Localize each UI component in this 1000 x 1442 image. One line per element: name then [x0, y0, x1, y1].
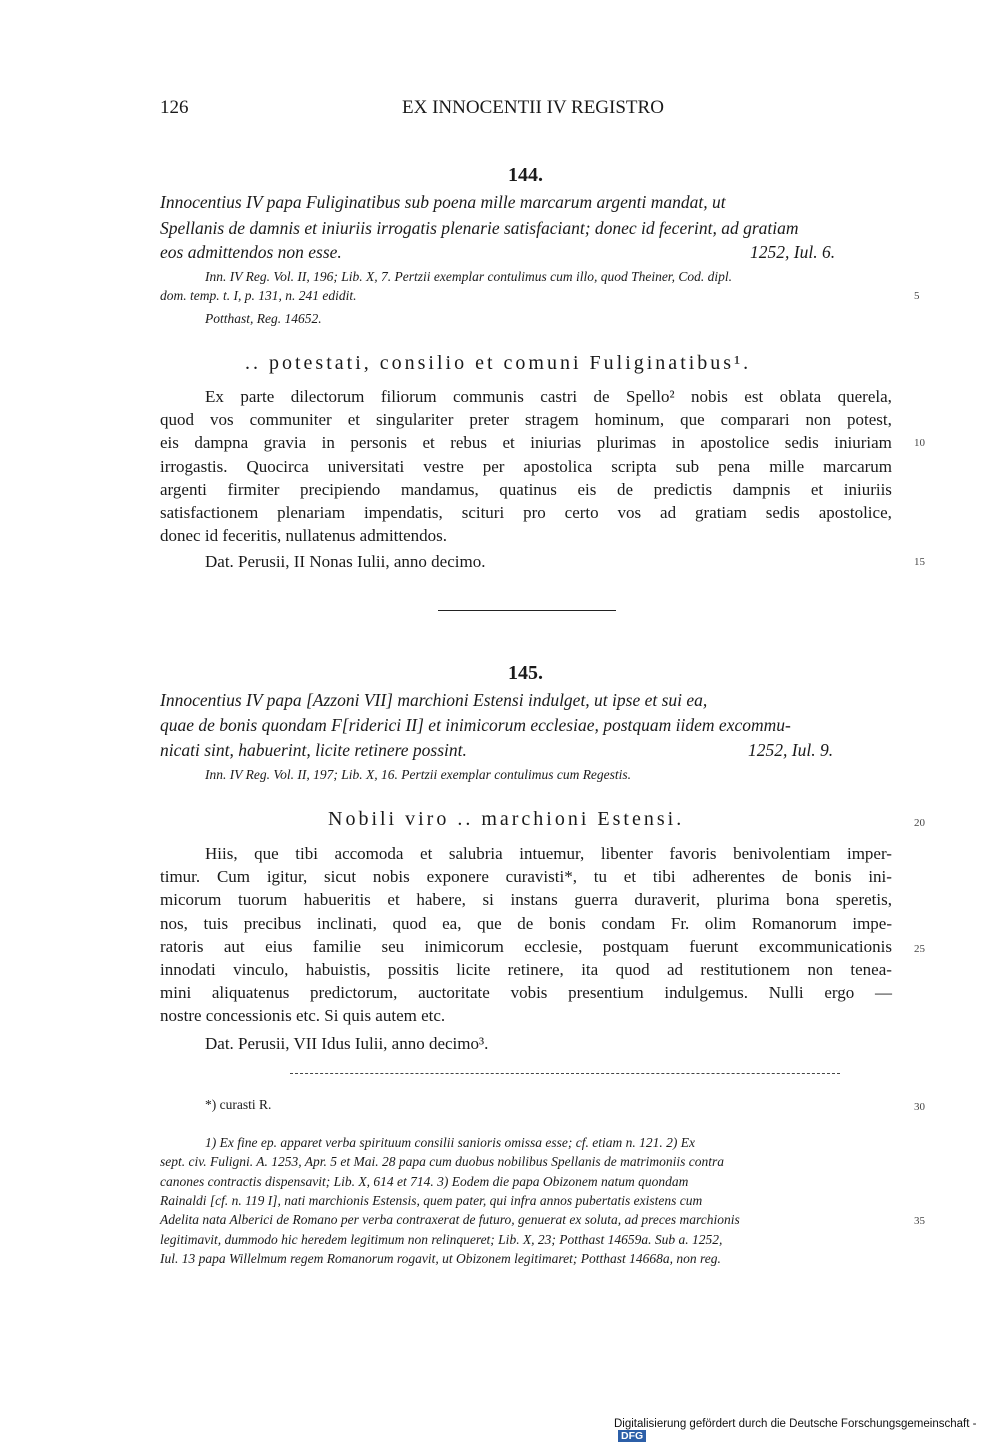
footnote-line-3: canones contractis dispensavit; Lib. X, 614 et 714. 3) Eodem die papa Obizonem natum quondam [160, 1174, 689, 1189]
doc-144-regest-line-1: Innocentius IV papa Fuliginatibus sub poena mille marcarum argenti mandat, ut [160, 192, 726, 212]
text-line: innodati vinculo, habuistis, possitis licite retinere, ita quod ad restitutionem non tenea- [160, 960, 892, 980]
digitization-credit [614, 1418, 1000, 1442]
doc-145-text [160, 842, 892, 1028]
doc-144-number: 144. [508, 164, 543, 186]
line-number: 35 [914, 1215, 925, 1227]
section-divider [438, 610, 616, 611]
doc-144-regest-line-2: Spellanis de damnis et iniuriis irrogatis plenarie satisfaciant; donec id fecerint, ad gratiam [160, 218, 799, 238]
footnote-line-6: legitimavit, dummodo hic heredem legitimum non relinqueret; Lib. X, 23; Potthast 14659a. Sub a. 1252, [160, 1232, 723, 1247]
doc-145-regest-line-2: quae de bonis quondam F[riderici II] et inimicorum ecclesiae, postquam iidem excommu- [160, 715, 791, 735]
doc-144-ref-line-1: Inn. IV Reg. Vol. II, 196; Lib. X, 7. Pertzii exemplar contulimus cum illo, quod Theiner, Cod. dipl. [205, 269, 732, 284]
text-line: micorum tuorum habueritis et habere, si instans guerra duraverit, plurima bona speretis, [160, 890, 892, 910]
doc-144-ref-line-2: dom. temp. t. I, p. 131, n. 241 edidit. [160, 288, 357, 303]
doc-145-address: Nobili viro .. marchioni Estensi. [328, 808, 685, 830]
doc-144-potthast: Potthast, Reg. 14652. [205, 311, 322, 326]
doc-145-regest-line-3: nicati sint, habuerint, licite retinere possint. [160, 740, 467, 760]
text-line: nos, tuis precibus inclinati, quod ea, que de bonis condam Fr. olim Romanorum impe- [160, 913, 892, 933]
footnote-line-4: Rainaldi [cf. n. 119 I], nati marchionis Estensis, quem pater, qui infra annos pubertatis existens cum [160, 1193, 703, 1208]
doc-145-number: 145. [508, 662, 543, 684]
doc-145-regest-line-1: Innocentius IV papa [Azzoni VII] marchioni Estensi indulget, ut ipse et sui ea, [160, 690, 708, 710]
text-line: satisfactionem plenariam impendatis, scituri pro certo vos ad gratiam sedis apostolice, [160, 503, 892, 523]
text-line: quod vos communiter et singulariter preter stragem hominum, que comparari non potest, [160, 410, 892, 430]
footnote-line-2: sept. civ. Fuligni. A. 1253, Apr. 5 et Mai. 28 papa cum duobus nobilibus Spellanis de matrimoniis contra [160, 1154, 724, 1169]
line-number: 20 [914, 817, 925, 829]
running-title: EX INNOCENTII IV REGISTRO [402, 97, 664, 118]
text-line: eis dampna gravia in personis et rebus et iniurias plurimas in apostolice sedis iniuriam [160, 433, 892, 453]
credit-text: Digitalisierung gefördert durch die Deutsche Forschungsgemeinschaft - [614, 1418, 977, 1430]
line-number: 10 [914, 437, 925, 449]
doc-145-dat: Dat. Perusii, VII Idus Iulii, anno decimo³. [205, 1034, 489, 1053]
text-line: donec id feceritis, nullatenus admittendos. [160, 526, 448, 546]
doc-145-ref-line: Inn. IV Reg. Vol. II, 197; Lib. X, 16. Pertzii exemplar contulimus cum Regestis. [205, 767, 632, 782]
doc-145-date: 1252, Iul. 9. [748, 740, 834, 760]
text-line: argenti firmiter precipiendo mandamus, quatinus eis de predictis dampnis et iniuriis [160, 479, 892, 499]
text-line: timur. Cum igitur, sicut nobis exponere curavisti*, tu et tibi adherentes de bonis ini- [160, 867, 892, 887]
doc-144-address: .. potestati, consilio et comuni Fuliginatibus¹. [245, 352, 752, 374]
text-line: ratoris aut eius familie seu inimicorum ecclesie, postquam fuerunt excommunicationis [160, 936, 892, 956]
text-line: Ex parte dilectorum filiorum communis castri de Spello² nobis est oblata querela, [205, 387, 892, 406]
apparatus-divider [290, 1073, 840, 1074]
dfg-logo: DFG [618, 1430, 646, 1442]
text-line: Hiis, que tibi accomoda et salubria intuemur, libenter favoris benivolentiam imper- [205, 844, 892, 863]
footnote-line-1: 1) Ex fine ep. apparet verba spirituum consilii sanioris omissa esse; cf. etiam n. 121. 2) Ex [205, 1135, 695, 1150]
doc-144-text [160, 385, 892, 547]
line-number: 30 [914, 1101, 925, 1113]
page-number: 126 [160, 97, 189, 118]
footnote-line-7: Iul. 13 papa Willelmum regem Romanorum rogavit, ut Obizonem legitimaret; Potthast 14668a, non reg. [160, 1251, 721, 1266]
apparatus-note: *) curasti R. [205, 1097, 272, 1112]
text-line: mini aliquatenus predictorum, auctoritate vobis presentium indulgemus. Nulli ergo — [160, 983, 892, 1003]
doc-144-dat: Dat. Perusii, II Nonas Iulii, anno decimo. [205, 552, 486, 571]
footnote-line-5: Adelita nata Alberici de Romano per verba contraxerat de futuro, genuerat ex soluta, ad preces marchionis [160, 1212, 740, 1227]
text-line: irrogastis. Quocirca universitati vestre per apostolica scripta sub pena mille marcarum [160, 456, 892, 476]
line-number: 15 [914, 556, 925, 568]
line-number: 25 [914, 943, 925, 955]
doc-144-regest-line-3: eos admittendos non esse. [160, 242, 342, 262]
text-line: nostre concessionis etc. Si quis autem etc. [160, 1006, 446, 1026]
line-number: 5 [914, 290, 920, 302]
doc-144-date: 1252, Iul. 6. [750, 242, 836, 262]
